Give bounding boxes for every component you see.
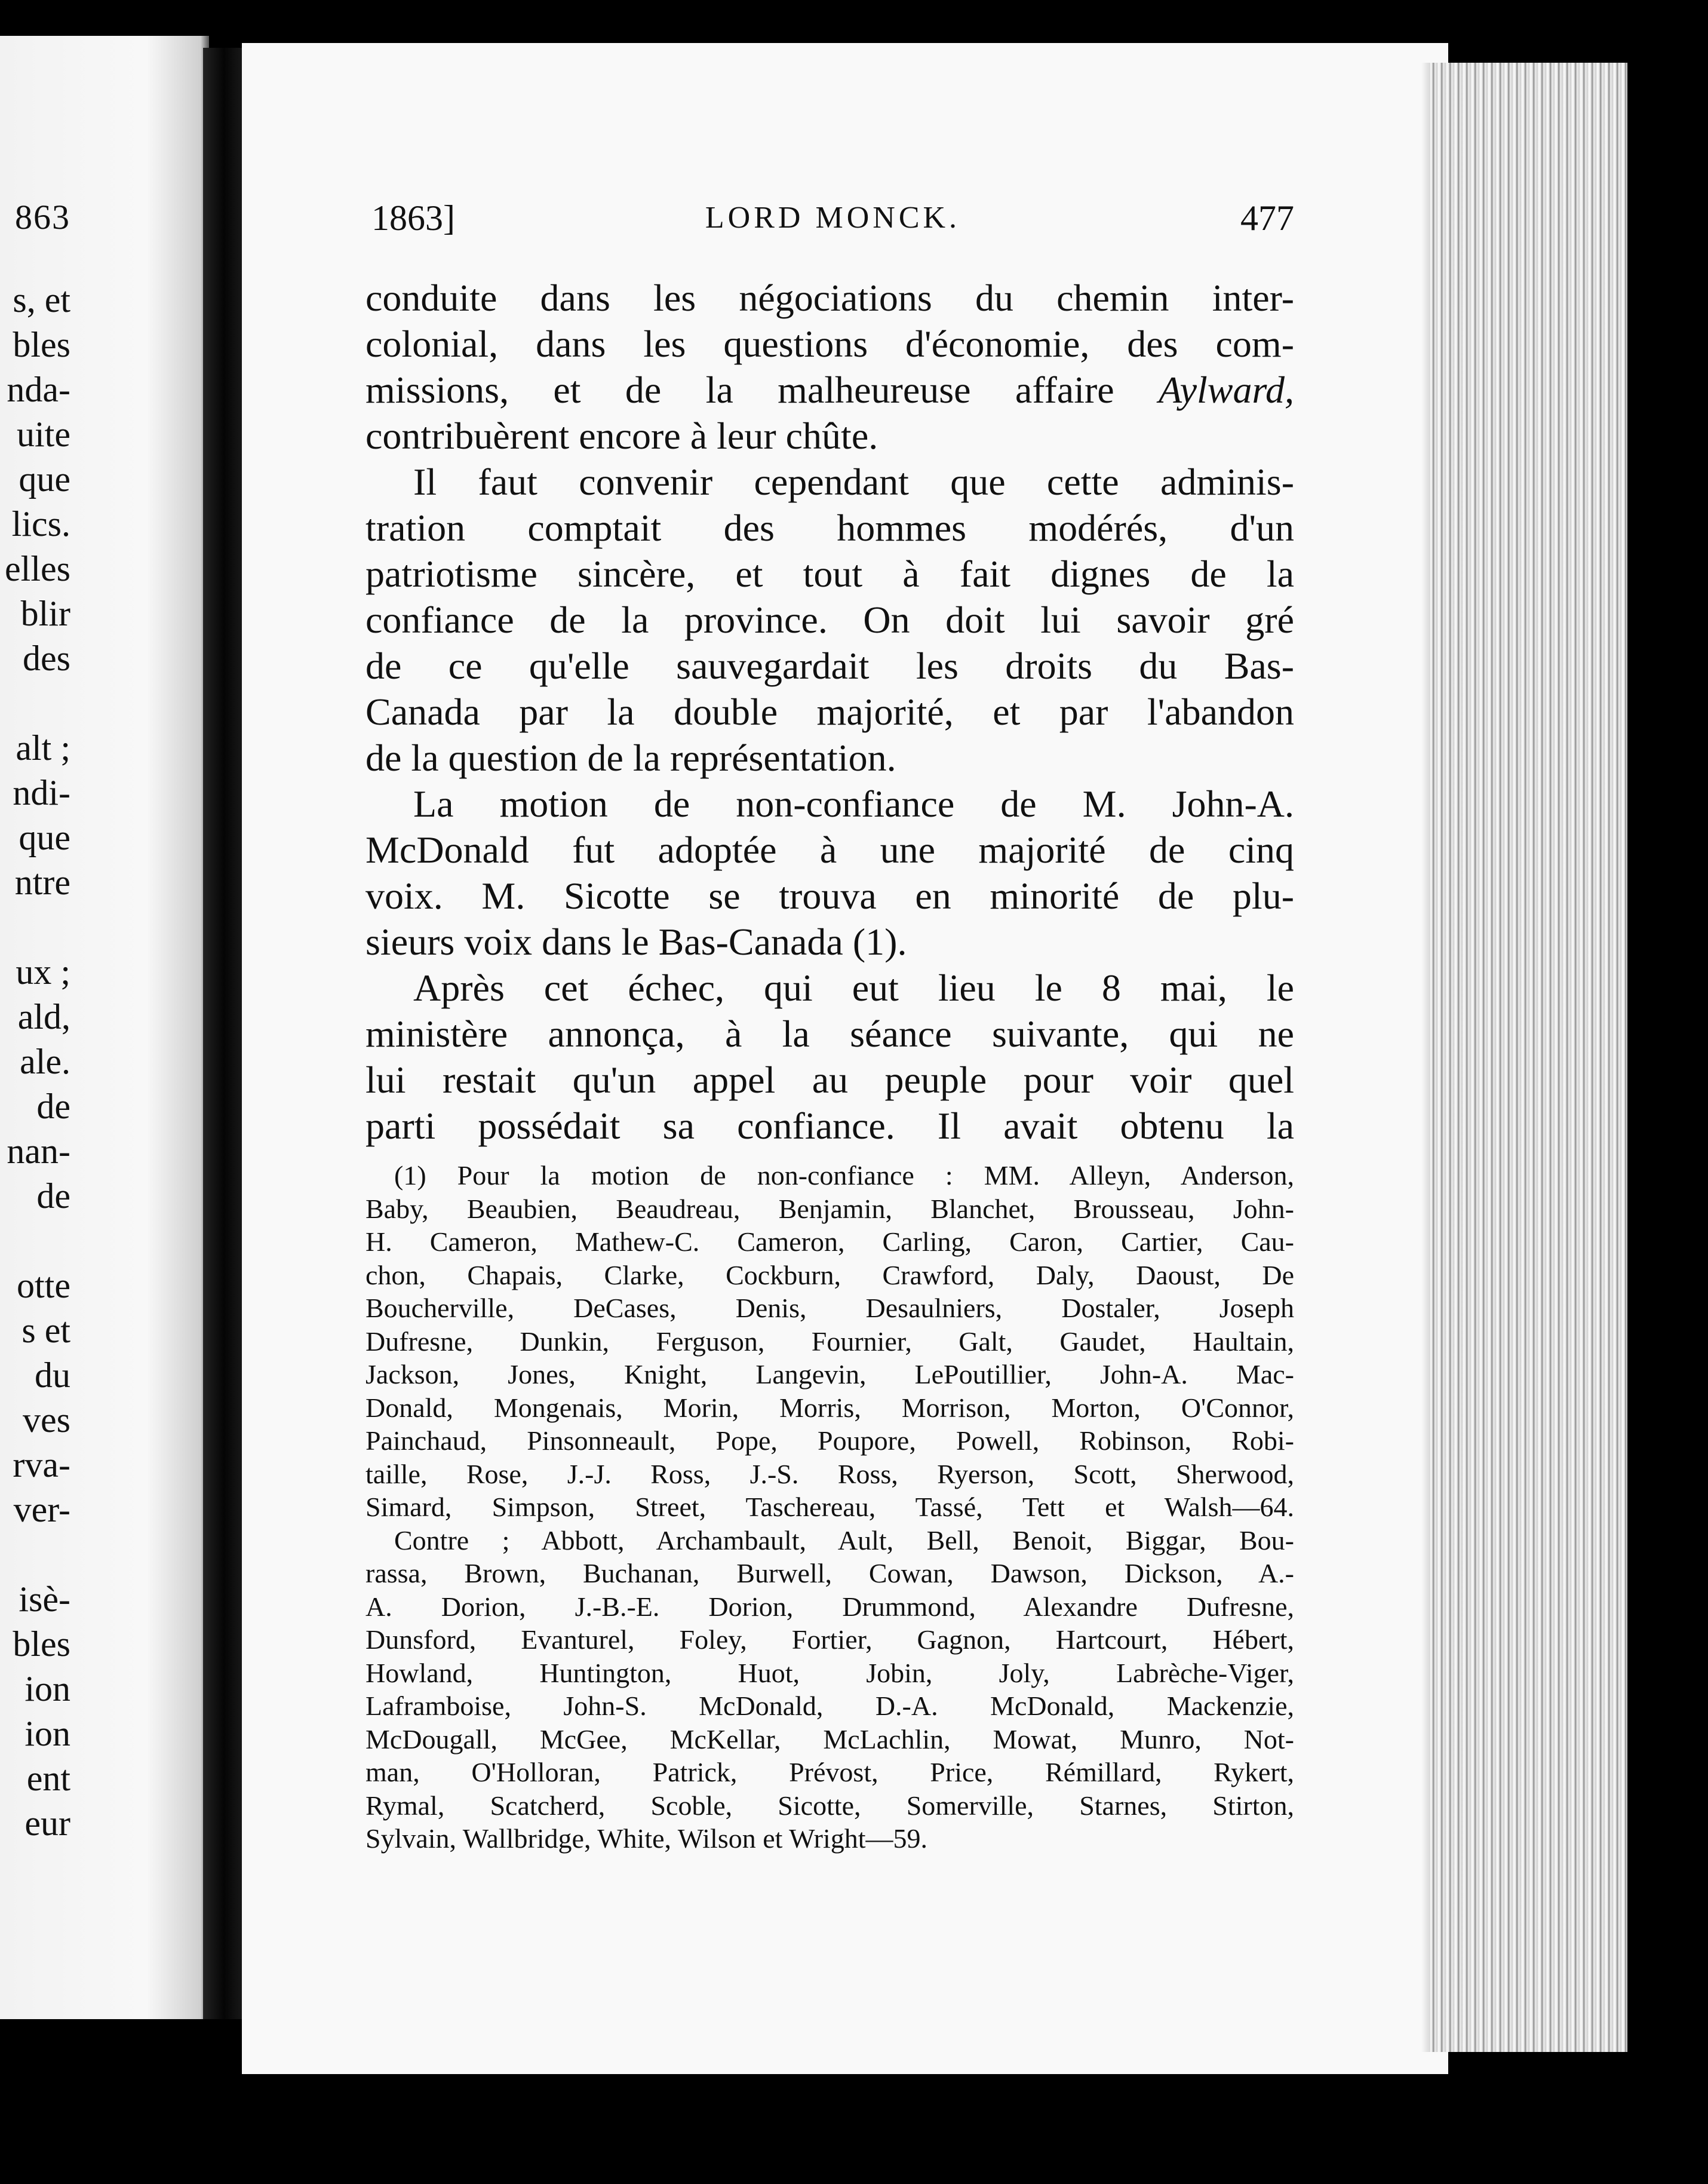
previous-page-fragment: ion bbox=[24, 1669, 70, 1708]
previous-page-fragment: nan- bbox=[7, 1131, 70, 1171]
previous-page-fragment: nda- bbox=[7, 370, 70, 409]
previous-page-text-fragments bbox=[0, 179, 70, 2031]
footnote-line: Simard, Simpson, Street, Taschereau, Tassé, Tett et Walsh—64. bbox=[365, 1492, 1294, 1522]
previous-page-fragment: que bbox=[19, 459, 70, 499]
previous-page-fragment: uite bbox=[17, 415, 70, 454]
previous-page-fragment: ent bbox=[26, 1759, 70, 1798]
body-line: de ce qu'elle sauvegardait les droits du Bas- bbox=[365, 645, 1294, 687]
page-number: 477 bbox=[1240, 198, 1294, 238]
previous-page-fragment: de bbox=[36, 1176, 70, 1216]
footnote-line: man, O'Holloran, Patrick, Prévost, Price, Rémillard, Rykert, bbox=[365, 1757, 1294, 1787]
previous-page-fragment: ux ; bbox=[16, 952, 70, 992]
body-text bbox=[365, 275, 1294, 1149]
body-line: Il faut convenir cependant que cette adminis- bbox=[413, 461, 1294, 503]
body-line: La motion de non-confiance de M. John-A. bbox=[413, 783, 1294, 825]
body-line: lui restait qu'un appel au peuple pour voir quel bbox=[365, 1059, 1294, 1101]
body-line: colonial, dans les questions d'économie, des com- bbox=[365, 323, 1294, 365]
italic-word: Aylward, bbox=[1159, 369, 1295, 411]
previous-page-fragment: des bbox=[23, 639, 70, 678]
body-line: de la question de la représentation. bbox=[365, 737, 896, 779]
footnote-line: Boucherville, DeCases, Denis, Desaulniers, Dostaler, Joseph bbox=[365, 1293, 1294, 1323]
previous-page-fragment: ale. bbox=[20, 1042, 70, 1081]
footnote-line: chon, Chapais, Clarke, Cockburn, Crawford, Daly, Daoust, De bbox=[365, 1259, 1294, 1290]
running-head-title: LORD MONCK. bbox=[705, 201, 961, 235]
footnote-line: Jackson, Jones, Knight, Langevin, LePoutillier, John-A. Mac- bbox=[365, 1359, 1294, 1389]
body-line: parti possédait sa confiance. Il avait obtenu la bbox=[365, 1105, 1294, 1147]
running-head-year: 1863] bbox=[371, 198, 455, 238]
previous-page-fragment: elles bbox=[5, 549, 70, 588]
footnote-line: Laframboise, John-S. McDonald, D.-A. McDonald, Mackenzie, bbox=[365, 1691, 1294, 1721]
body-line: confiance de la province. On doit lui savoir gré bbox=[365, 599, 1294, 641]
previous-page-fragment: de bbox=[36, 1087, 70, 1126]
footnote-line: Baby, Beaubien, Beaudreau, Benjamin, Blanchet, Brousseau, John- bbox=[365, 1193, 1294, 1224]
footnote-line: McDougall, McGee, McKellar, McLachlin, Mowat, Munro, Not- bbox=[365, 1723, 1294, 1754]
previous-page-fragment: alt ; bbox=[16, 728, 70, 768]
fragment-spacer bbox=[0, 179, 70, 278]
previous-page-fragment: ves bbox=[23, 1400, 70, 1440]
previous-page-fragment bbox=[0, 681, 70, 726]
previous-page-year: 863 bbox=[15, 198, 70, 237]
body-line: Après cet échec, qui eut lieu le 8 mai, le bbox=[413, 967, 1294, 1009]
previous-page-fragment: ndi- bbox=[13, 773, 70, 812]
previous-page-fragment: bles bbox=[13, 1624, 70, 1664]
body-line: sieurs voix dans le Bas-Canada (1). bbox=[365, 921, 907, 963]
book-page-edges bbox=[1430, 63, 1627, 2052]
running-head bbox=[371, 197, 1294, 239]
previous-page-fragment: s, et bbox=[13, 280, 70, 320]
body-line: Canada par la double majorité, et par l'abandon bbox=[365, 691, 1294, 733]
previous-page-fragment: ntre bbox=[14, 863, 70, 902]
footnote-line: rassa, Brown, Buchanan, Burwell, Cowan, Dawson, Dickson, A.- bbox=[365, 1558, 1294, 1588]
footnote bbox=[365, 1159, 1294, 1855]
body-line bbox=[365, 367, 1294, 413]
previous-page-fragment: rva- bbox=[13, 1445, 70, 1484]
footnote-line: Donald, Mongenais, Morin, Morris, Morrison, Morton, O'Connor, bbox=[365, 1392, 1294, 1423]
footnote-line: (1) Pour la motion de non-confiance : MM. Alleyn, Anderson, bbox=[394, 1160, 1294, 1191]
footnote-line: H. Cameron, Mathew-C. Cameron, Carling, Caron, Cartier, Cau- bbox=[365, 1226, 1294, 1257]
previous-page-fragment: otte bbox=[17, 1266, 70, 1305]
previous-page-fragment: ion bbox=[24, 1714, 70, 1753]
footnote-line: Contre ; Abbott, Archambault, Ault, Bell, Benoit, Biggar, Bou- bbox=[394, 1524, 1294, 1556]
body-line: ministère annonça, à la séance suivante, qui ne bbox=[365, 1013, 1294, 1055]
body-line: voix. M. Sicotte se trouva en minorité de plu- bbox=[365, 875, 1294, 917]
footnote-line: Dufresne, Dunkin, Ferguson, Fournier, Galt, Gaudet, Haultain, bbox=[365, 1326, 1294, 1357]
footnote-line: A. Dorion, J.-B.-E. Dorion, Drummond, Alexandre Dufresne, bbox=[365, 1591, 1294, 1622]
footnote-line: Painchaud, Pinsonneault, Pope, Poupore, Powell, Robinson, Robi- bbox=[365, 1425, 1294, 1456]
previous-page-fragment: ver- bbox=[13, 1490, 70, 1529]
body-line-text: missions, et de la malheureuse affaire bbox=[365, 369, 1114, 411]
body-line: contribuèrent encore à leur chûte. bbox=[365, 415, 878, 457]
previous-page-fragment: lics. bbox=[11, 504, 70, 544]
footnote-line: taille, Rose, J.-J. Ross, J.-S. Ross, Ryerson, Scott, Sherwood, bbox=[365, 1458, 1294, 1489]
previous-page-fragment bbox=[0, 1532, 70, 1577]
body-line: McDonald fut adoptée à une majorité de cinq bbox=[365, 829, 1294, 871]
previous-page-fragment: isè- bbox=[19, 1579, 70, 1619]
previous-page-fragment bbox=[0, 1219, 70, 1263]
previous-page-fragment: bles bbox=[13, 325, 70, 364]
previous-page-fragment: blir bbox=[20, 594, 70, 633]
body-line: conduite dans les négociations du chemin inter- bbox=[365, 277, 1294, 319]
body-line: tration comptait des hommes modérés, d'un bbox=[365, 507, 1294, 549]
previous-page-fragment: du bbox=[35, 1355, 70, 1395]
footnote-line: Sylvain, Wallbridge, White, Wilson et Wright—59. bbox=[365, 1823, 928, 1854]
previous-page-fragment: s et bbox=[21, 1311, 70, 1350]
previous-page-fragment: que bbox=[19, 818, 70, 857]
book-gutter bbox=[203, 48, 245, 2019]
previous-page-fragment: ald, bbox=[17, 997, 70, 1036]
previous-page-fragment bbox=[0, 905, 70, 950]
footnote-line: Howland, Huntington, Huot, Jobin, Joly, Labrèche-Viger, bbox=[365, 1657, 1294, 1688]
footnote-line: Rymal, Scatcherd, Scoble, Sicotte, Somerville, Starnes, Stirton, bbox=[365, 1790, 1294, 1821]
body-line: patriotisme sincère, et tout à fait dignes de la bbox=[365, 553, 1294, 595]
footnote-line: Dunsford, Evanturel, Foley, Fortier, Gagnon, Hartcourt, Hébert, bbox=[365, 1624, 1294, 1655]
previous-page-fragment: eur bbox=[24, 1803, 70, 1843]
